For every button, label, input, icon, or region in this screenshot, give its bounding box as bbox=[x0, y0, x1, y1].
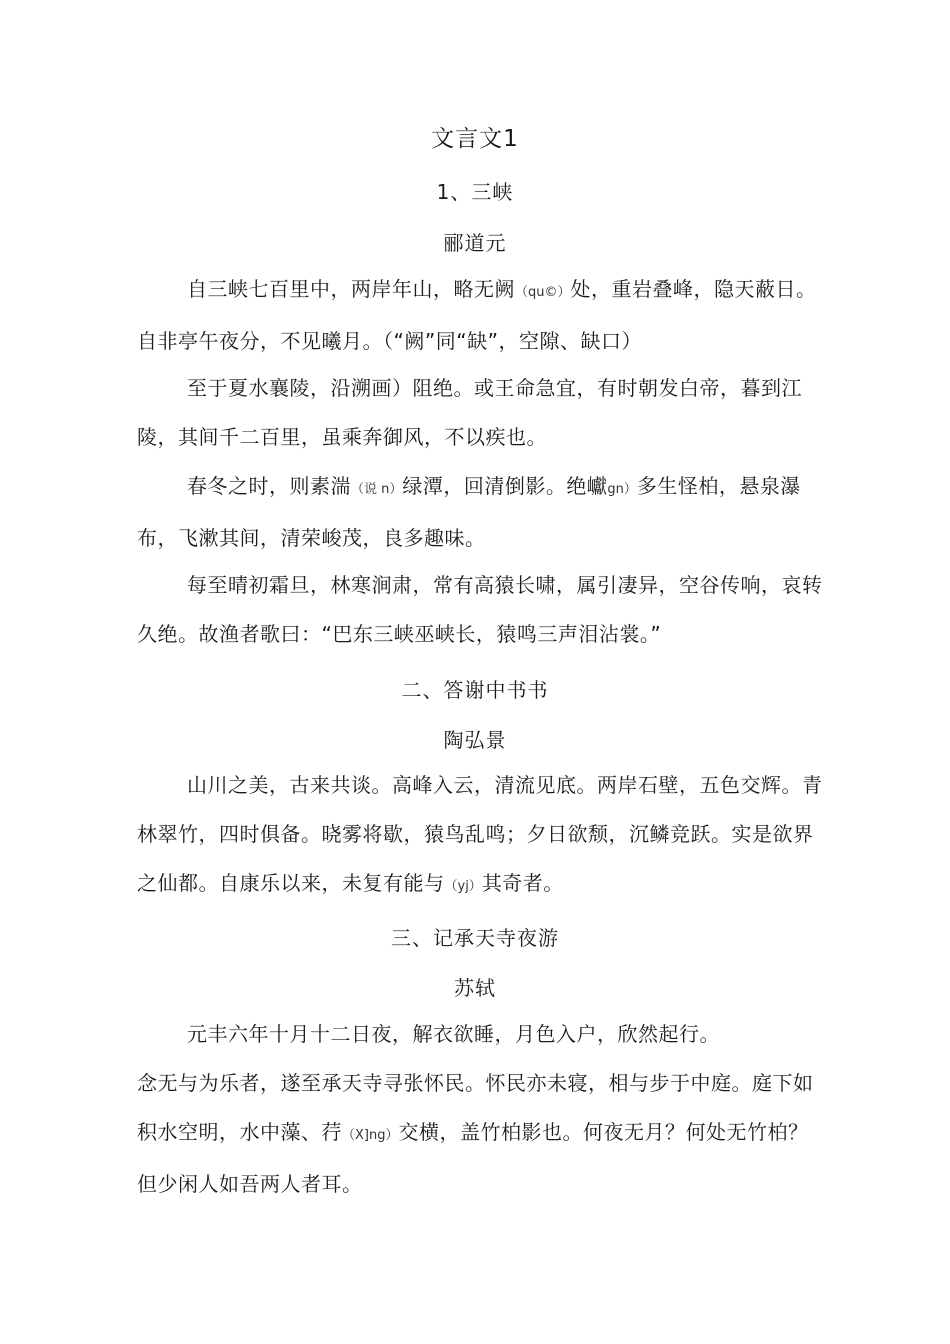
paragraph-text: 绿潭，回清倒影。绝巘 bbox=[402, 474, 608, 498]
document-title: 文言文1 bbox=[431, 126, 519, 152]
section-heading-daxie: 二、答谢中书书 bbox=[401, 678, 549, 702]
author-su-shi: 苏轼 bbox=[454, 976, 496, 1000]
paragraph-sanxia-2: 至于夏水襄陵，沿溯画）阻绝。或王命急宜，有时朝发白帝，暮到江陵，其间千二百里，虽乘奔御风，不以疾也。 bbox=[137, 376, 802, 449]
paragraph-text: 念无与为乐者，遂至承天寺寻张怀民。怀民亦未寝，相与步于中庭。庭下如积水空明，水中藻、荇 bbox=[137, 1071, 814, 1144]
pronunciation-note: gn） bbox=[607, 482, 637, 497]
paragraph-sanxia-3 bbox=[137, 462, 827, 563]
section-heading-chengtiansi: 三、记承天寺夜游 bbox=[391, 926, 559, 950]
section-heading-sanxia: 1、三峡 bbox=[436, 180, 514, 204]
paragraph-text: 山川之美，古来共谈。高峰入云，清流见底。两岸石壁，五色交辉。青林翠竹，四时俱备。晓雾将歇，猿鸟乱鸣；夕日欲颓，沉鳞竞跃。实是欲界之仙都。自康乐以来，未复有能与 bbox=[137, 773, 823, 895]
paragraph-sanxia-1 bbox=[137, 265, 827, 366]
paragraph-sanxia-4: 每至晴初霜旦，林寒涧肃，常有高猿长啸，属引凄异，空谷传响，哀转久绝。故渔者歌曰：“巴东三峡巫峡长，猿鸣三声泪沾裳。” bbox=[137, 573, 823, 646]
paragraph-text: 处，重岩叠峰，隐天蔽日。自非亭午夜分，不见曦月。（“阙”同“缺”，空隙、缺口） bbox=[137, 277, 817, 353]
pronunciation-note: （X]ng） bbox=[342, 1128, 399, 1143]
author-li-daoyuan: 郦道元 bbox=[443, 231, 507, 255]
pronunciation-note: （qu©） bbox=[515, 285, 571, 300]
paragraph-chengtiansi-2 bbox=[137, 1059, 827, 1209]
author-tao-hongjing: 陶弘景 bbox=[443, 728, 507, 752]
paragraph-text: 多生怪柏，悬泉瀑布，飞漱其间，清荣峻茂，良多趣味。 bbox=[137, 474, 801, 550]
paragraph-text: 自三峡七百里中，两岸年山，略无阙 bbox=[187, 277, 515, 301]
paragraph-text: 其奇者。 bbox=[481, 871, 564, 895]
paragraph-daxie-1 bbox=[137, 761, 827, 911]
paragraph-text: 春冬之时，则素湍 bbox=[187, 474, 351, 498]
paragraph-chengtiansi-1: 元丰六年十月十二日夜，解衣欲睡，月色入户，欣然起行。 bbox=[187, 1022, 720, 1046]
pronunciation-note: （yj） bbox=[444, 879, 482, 894]
pronunciation-note: （说 n） bbox=[351, 482, 403, 497]
paragraph-text: 交横，盖竹柏影也。何夜无月？何处无竹柏？但少闲人如吾两人者耳。 bbox=[137, 1120, 809, 1196]
